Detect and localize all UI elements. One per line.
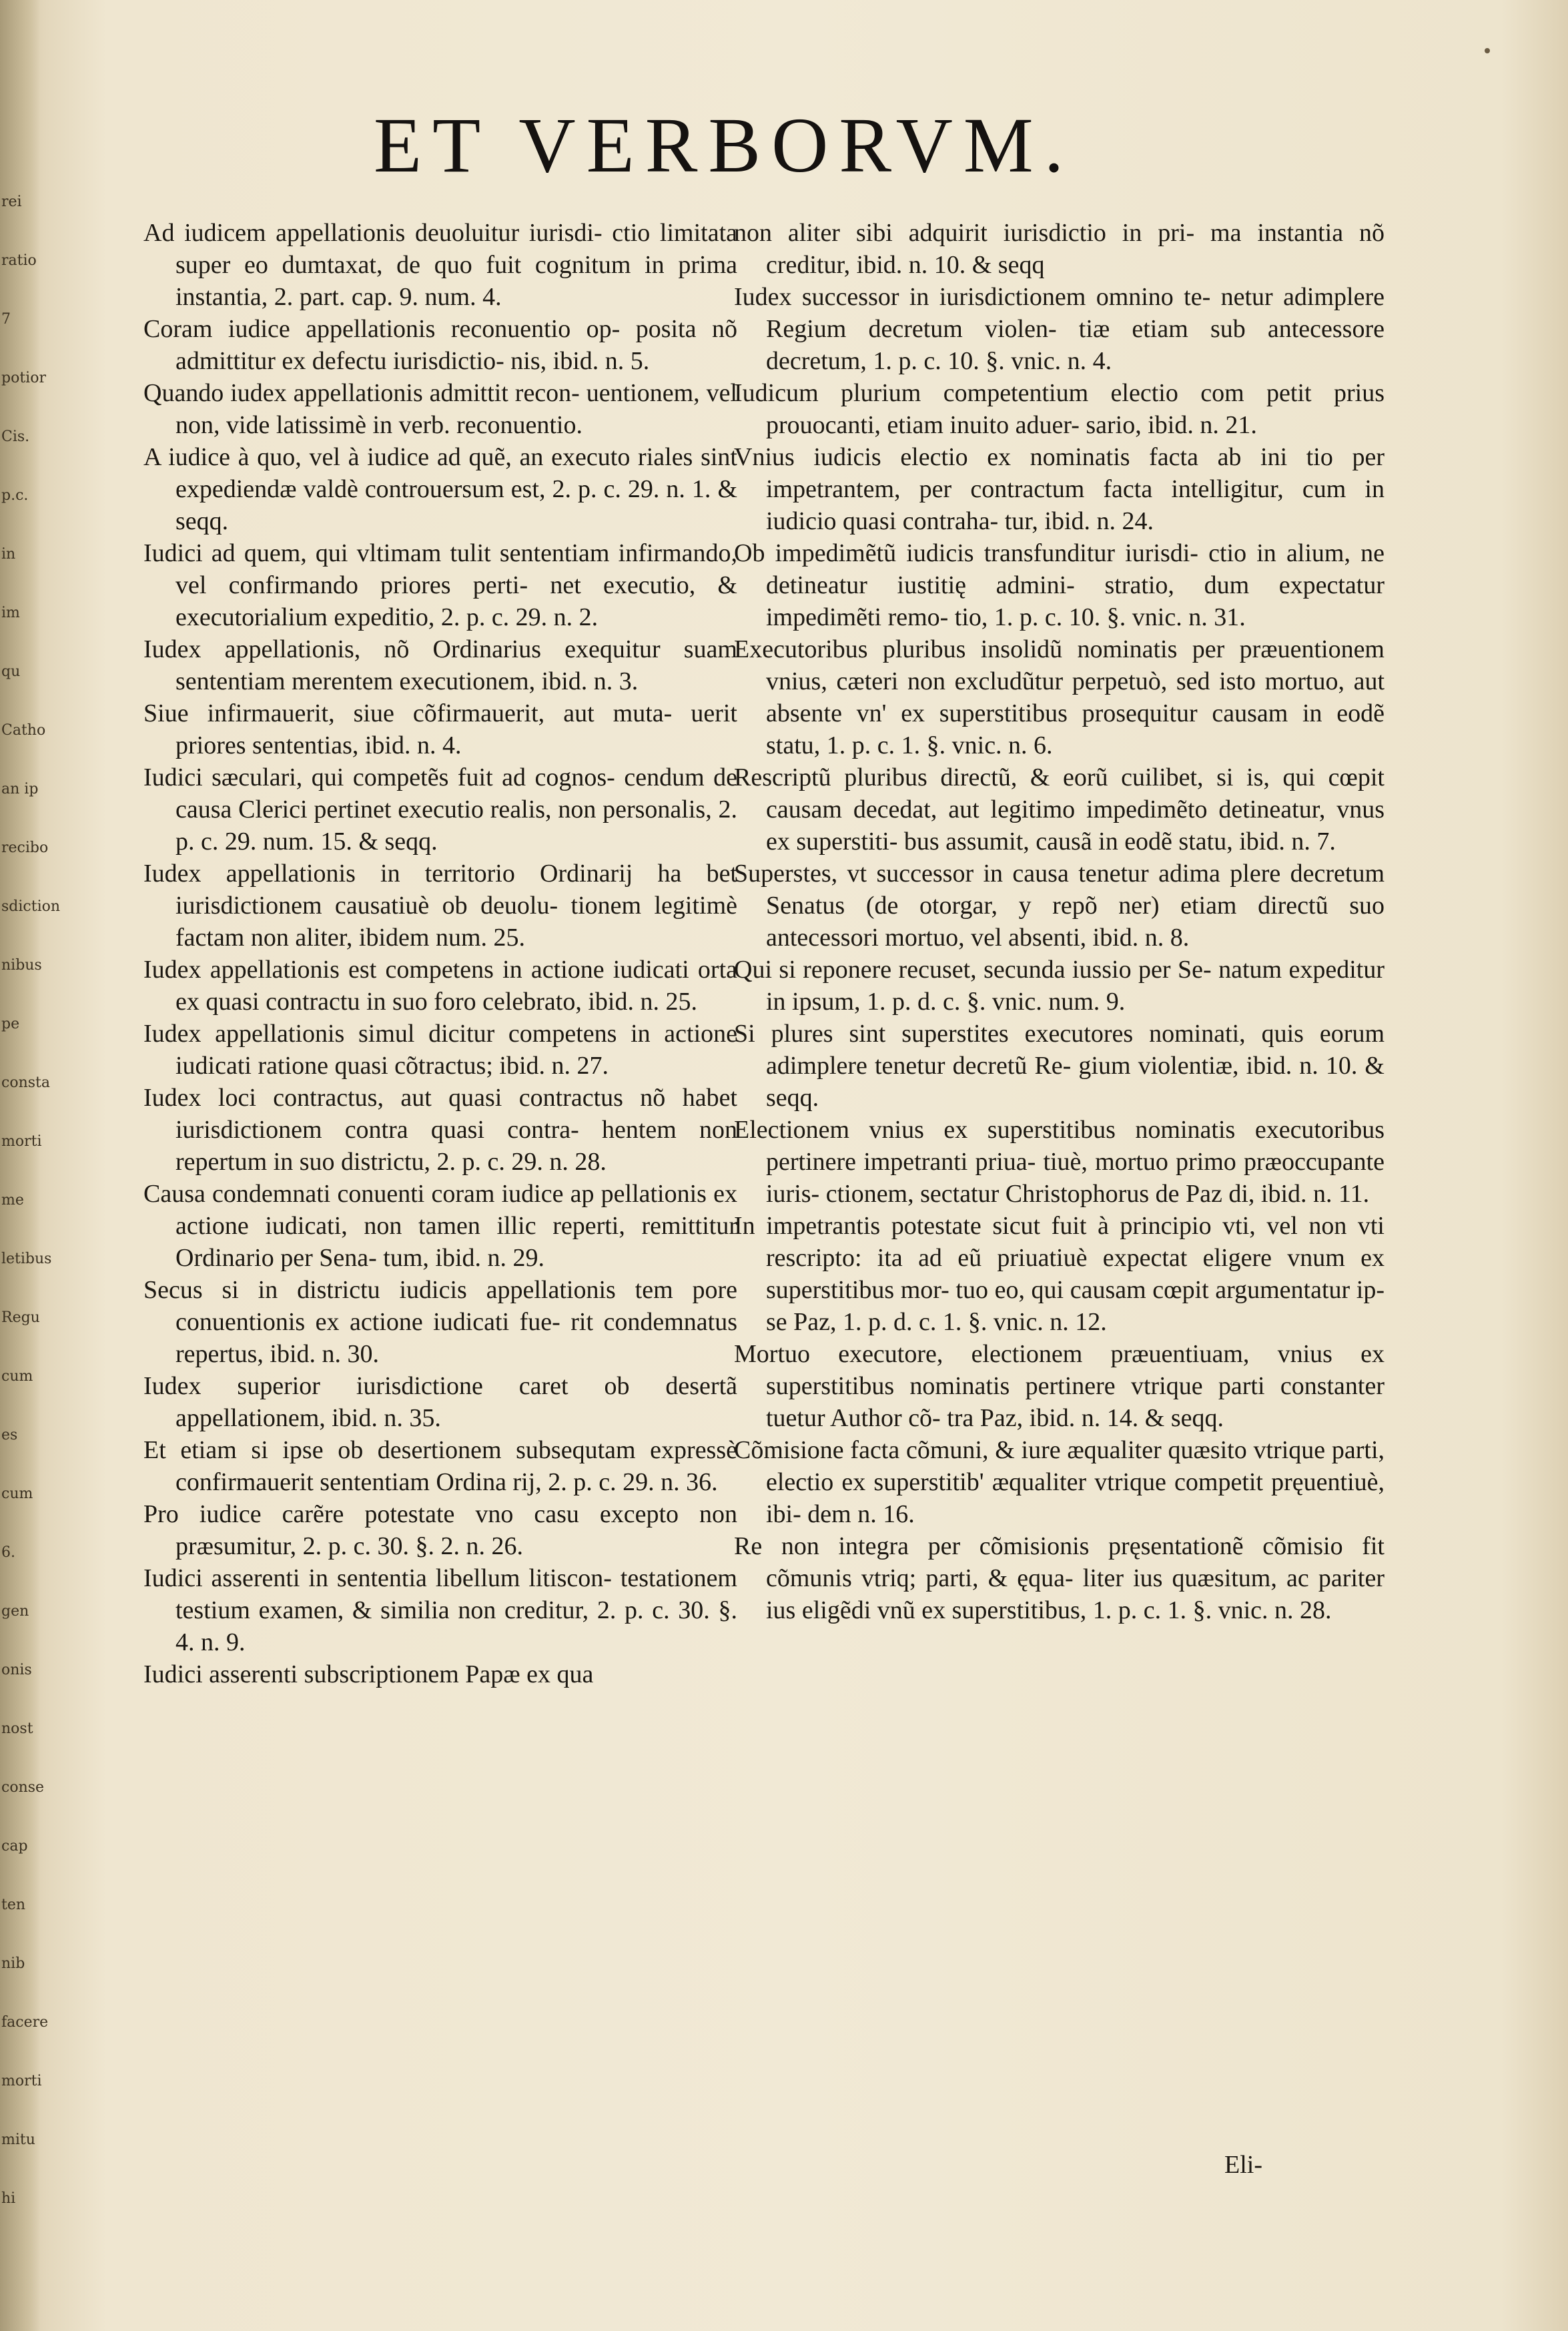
left-column-entry: Iudex appellationis in territorio Ordinarij ha bet iurisdictionem causatiuè ob deuolu- tionem legitimè factam non aliter, ibidem num. 25.: [143, 860, 737, 952]
right-column-entry: Cõmisione facta cõmuni, & iure æqualiter quæsito vtrique parti, electio ex superstitib' æqualiter vtrique competit pręuentiuè, ibi- dem n. 16.: [734, 1436, 1385, 1528]
running-head: ET VERBORVM.: [374, 101, 1075, 189]
right-column-entry: Si plures sint superstites executores nominati, quis eorum adimplere tenetur decretũ Re- gium violentiæ, ibid. n. 10. & seqq.: [734, 1020, 1385, 1112]
left-column-entry: Quando iudex appellationis admittit recon- uentionem, vel non, vide latissimè in verb. reconuentio.: [143, 379, 737, 439]
left-column-entry: Iudex appellationis, nõ Ordinarius exequitur suam sententiam merentem executionem, ibid. n. 3.: [143, 635, 737, 695]
gutter-fragment: sdiction: [1, 898, 61, 915]
gutter-fragment: rei: [1, 194, 22, 210]
gutter-fragment: cum: [1, 1368, 33, 1385]
gutter-fragment: facere: [1, 2014, 49, 2031]
left-column-entry: A iudice à quo, vel à iudice ad quẽ, an executo riales sint expediendæ valdè controuersum est, 2. p. c. 29. n. 1. & seqq.: [143, 443, 737, 535]
left-column-entry: Iudici asserenti subscriptionem Papæ ex qua: [143, 1660, 594, 1688]
right-column-entry: Mortuo executore, electionem præuentiuam, vnius ex superstitibus nominatis pertinere vtrique parti constanter tuetur Author cõ- tra Paz, ibid. n. 14. & seqq.: [734, 1340, 1385, 1432]
gutter-fragment: Regu: [1, 1309, 40, 1326]
left-column-entry: Iudex appellationis simul dicitur competens in actione iudicati ratione quasi cõtractus; ibid. n. 27.: [143, 1020, 737, 1080]
gutter-fragment: in: [1, 546, 16, 563]
left-column-entry: Causa condemnati conuenti coram iudice ap pellationis ex actione iudicati, non tamen illic reperti, remittitur Ordinario per Sena- tum, ibid. n. 29.: [143, 1180, 737, 1272]
right-column-entry: Electionem vnius ex superstitibus nominatis executoribus pertinere impetranti priua- tiuè, mortuo primo præoccupante iuris- ctionem, sectatur Christophorus de Paz di, ibid. n. 11.: [734, 1116, 1385, 1208]
gutter-fragment: consta: [1, 1074, 50, 1091]
gutter-fragment: me: [1, 1192, 24, 1209]
right-column-entry: Qui si reponere recuset, secunda iussio per Se- natum expeditur in ipsum, 1. p. d. c. §. vnic. num. 9.: [734, 956, 1385, 1016]
gutter-fragment: im: [1, 605, 20, 621]
gutter-fragment: recibo: [1, 840, 49, 856]
gutter-fragment: potior: [1, 370, 46, 386]
facing-page-gutter: [0, 0, 61, 2331]
left-column-entry: Iudex appellationis est competens in actione iudicati orta ex quasi contractu in suo foro celebrato, ibid. n. 25.: [143, 956, 737, 1016]
gutter-fragment: Cis.: [1, 428, 30, 445]
right-column-entry: Vnius iudicis electio ex nominatis facta ab ini tio per impetrantem, per contractum facta intelligitur, cum in iudicio quasi contraha- tur, ibid. n. 24.: [734, 443, 1385, 535]
gutter-fragment: nibus: [1, 957, 42, 974]
left-column-entry: Coram iudice appellationis reconuentio op- posita nõ admittitur ex defectu iurisdictio- nis, ibid. n. 5.: [143, 315, 737, 375]
gutter-fragment: ten: [1, 1897, 26, 1913]
gutter-fragment: p.c.: [1, 487, 29, 504]
gutter-fragment: pe: [1, 1016, 20, 1032]
gutter-fragment: nib: [1, 1955, 25, 1972]
gutter-fragment: es: [1, 1427, 18, 1443]
gutter-fragment: morti: [1, 1133, 42, 1150]
left-column-entry: Et etiam si ipse ob desertionem subsequtam expressè confirmauerit sententiam Ordina rij, 2. p. c. 29. n. 36.: [143, 1436, 737, 1496]
gutter-fragment: ratio: [1, 252, 37, 269]
right-column-entry: Re non integra per cõmisionis pręsentationẽ cõmisio fit cõmunis vtriq; parti, & ęqua- liter ius quæsitum, ac pariter ius eligẽdi vnũ ex superstitibus, 1. p. c. 1. §. vnic. n. 28.: [734, 1532, 1385, 1624]
gutter-fragment: conse: [1, 1779, 45, 1796]
right-column-entry: Ob impedimẽtũ iudicis transfunditur iurisdi- ctio in alium, ne detineatur iustitię admini- stratio, dum expectatur impedimẽti remo- tio, 1. p. c. 10. §. vnic. n. 31.: [734, 539, 1385, 631]
gutter-fragment: hi: [1, 2190, 16, 2207]
left-column-entry: Secus si in districtu iudicis appellationis tem pore conuentionis ex actione iudicati fue- rit condemnatus repertus, ibid. n. 30.: [143, 1276, 737, 1368]
gutter-fragment: nost: [1, 1720, 33, 1737]
gutter-fragment: letibus: [1, 1251, 52, 1267]
left-column-entry: Ad iudicem appellationis deuoluitur iurisdi- ctio limitata super eo dumtaxat, de quo fuit cognitum in prima instantia, 2. part. cap. 9. num. 4.: [143, 219, 737, 311]
gutter-fragment: an ip: [1, 781, 39, 797]
left-column-entry: Iudici ad quem, qui vltimam tulit sententiam infirmando, vel confirmando priores perti- net executio, & executorialium expeditio, 2. p. c. 29. n. 2.: [143, 539, 737, 631]
catchword: Eli-: [1224, 2151, 1262, 2179]
gutter-fragment: morti: [1, 2073, 42, 2089]
right-column-entry: In impetrantis potestate sicut fuit à principio vti, vel non vti rescripto: ita ad eũ priuatiuè expectat eligere vnum ex superstitibus mor- tuo eo, qui causam cœpit argumentatur ip- se Paz, 1. p. d. c. 1. §. vnic. n. 12.: [734, 1212, 1385, 1336]
gutter-fragment: 6.: [1, 1544, 15, 1561]
right-column-entry: Iudicum plurium competentium electio com petit prius prouocanti, etiam inuito aduer- sario, ibid. n. 21.: [734, 379, 1385, 439]
right-column: [734, 217, 1385, 1626]
left-column-entry: Iudex loci contractus, aut quasi contractus nõ habet iurisdictionem contra quasi contra- hentem non repertum in suo districtu, 2. p. c. 29. n. 28.: [143, 1084, 737, 1176]
left-column-entry: Iudex superior iurisdictione caret ob desertã appellationem, ibid. n. 35.: [143, 1372, 737, 1432]
gutter-fragment: qu: [1, 663, 21, 680]
gutter-fragment: 7: [1, 311, 11, 328]
right-column-entry: Superstes, vt successor in causa tenetur adima plere decretum Senatus (de otorgar, y repõ ner) etiam directũ suo antecessori mortuo, vel absenti, ibid. n. 8.: [734, 860, 1385, 952]
left-column-entry: Iudici sæculari, qui competẽs fuit ad cognos- cendum de causa Clerici pertinet executio realis, non personalis, 2. p. c. 29. num. 15. & seqq.: [143, 763, 737, 856]
gutter-fragment: mitu: [1, 2131, 35, 2148]
gutter-fragment: gen: [1, 1603, 29, 1620]
gutter-fragment: cap: [1, 1838, 28, 1855]
left-column-entry: Pro iudice carẽre potestate vno casu excepto non præsumitur, 2. p. c. 30. §. 2. n. 26.: [143, 1500, 737, 1560]
gutter-fragment: Catho: [1, 722, 46, 739]
left-column: [143, 217, 737, 1690]
right-column-entry: non aliter sibi adquirit iurisdictio in pri- ma instantia nõ creditur, ibid. n. 10. & seqq: [734, 219, 1385, 279]
right-column-entry: Executoribus pluribus insolidũ nominatis per præuentionem vnius, cæteri non excludũtur perpetuò, sed isto mortuo, aut absente vn' ex superstitibus prosequitur causam in eodẽ statu, 1. p. c. 1. §. vnic. n. 6.: [734, 635, 1385, 759]
right-column-entry: Iudex successor in iurisdictionem omnino te- netur adimplere Regium decretum violen- tiæ etiam sub antecessore decretum, 1. p. c. 10. §. vnic. n. 4.: [734, 283, 1385, 375]
left-column-entry: Siue infirmauerit, siue cõfirmauerit, aut muta- uerit priores sententias, ibid. n. 4.: [143, 699, 737, 759]
gutter-fragment: cum: [1, 1485, 33, 1502]
left-column-entry: Iudici asserenti in sententia libellum litiscon- testationem testium examen, & similia non creditur, 2. p. c. 30. §. 4. n. 9.: [143, 1564, 737, 1656]
right-column-entry: Rescriptũ pluribus directũ, & eorũ cuilibet, si is, qui cœpit causam decedat, aut legitimo impedimẽto detineatur, vnus ex superstiti- bus assumit, causã in eodẽ statu, ibid. n. 7.: [734, 763, 1385, 856]
gutter-fragment: onis: [1, 1662, 32, 1678]
ink-speck: [1485, 48, 1490, 53]
